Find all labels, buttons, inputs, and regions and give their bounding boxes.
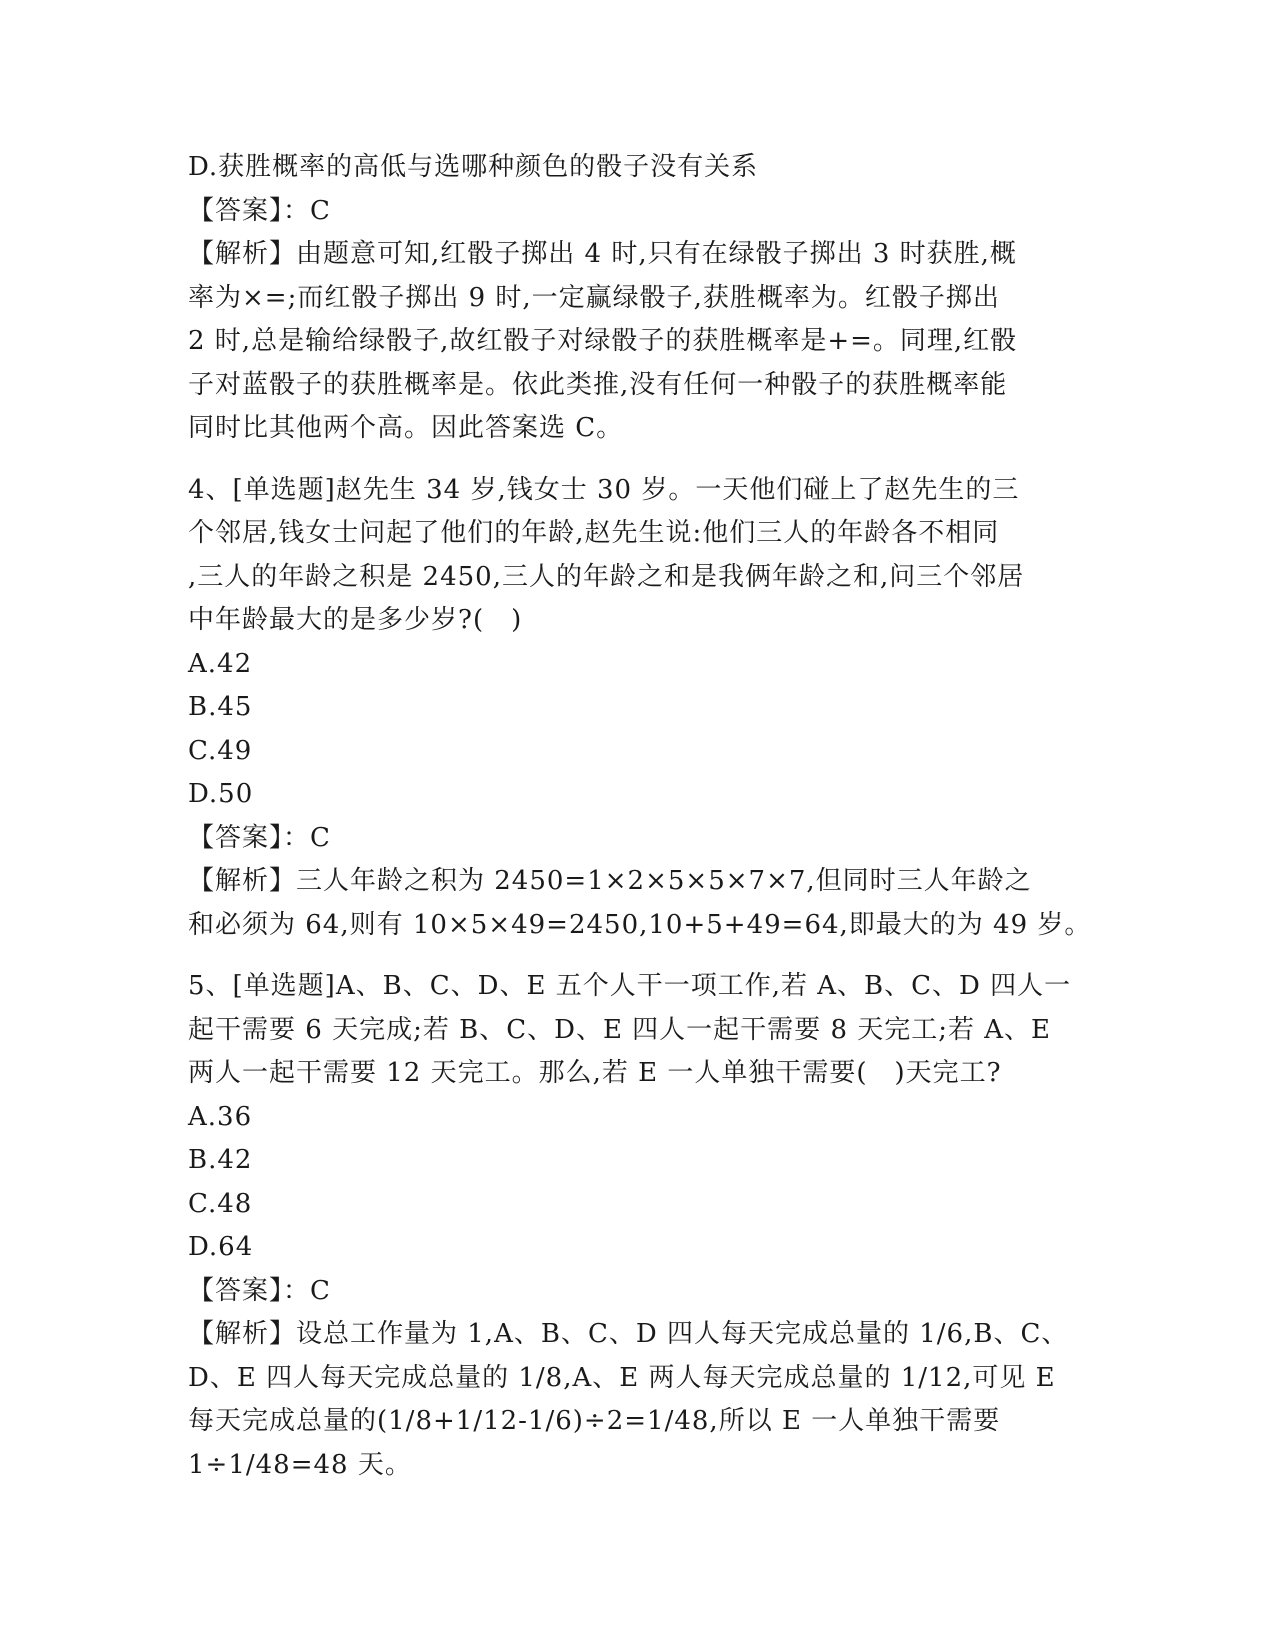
analysis-line: 【解析】设总工作量为 1,A、B、C、D 四人每天完成总量的 1/6,B、C、 bbox=[188, 1319, 1069, 1349]
analysis-line: 1÷1/48=48 天。 bbox=[188, 1449, 412, 1480]
question-4 bbox=[188, 469, 1092, 948]
question-3-tail bbox=[188, 146, 1088, 451]
analysis-line: D、E 四人每天完成总量的 1/8,A、E 两人每天完成总量的 1/12,可见 E bbox=[188, 1362, 1056, 1393]
question-stem-line: ,三人的年龄之积是 2450,三人的年龄之和是我俩年龄之和,问三个邻居 bbox=[188, 561, 1025, 592]
question-stem-line: 中年龄最大的是多少岁?( ) bbox=[188, 605, 523, 635]
option-c: C.48 bbox=[188, 1188, 253, 1219]
analysis-line: 和必须为 64,则有 10×5×49=2450,10+5+49=64,即最大的为 49 岁。 bbox=[188, 909, 1092, 940]
option-c: C.49 bbox=[188, 735, 253, 766]
option-a: A.42 bbox=[188, 648, 253, 679]
document-page bbox=[188, 146, 1092, 1487]
option-d: D.64 bbox=[188, 1232, 254, 1262]
answer-line: 【答案】：C bbox=[188, 822, 331, 853]
question-stem-line: 个邻居,钱女士问起了他们的年龄,赵先生说:他们三人的年龄各不相同 bbox=[188, 518, 1000, 548]
question-stem-line: 5、[单选题]A、B、C、D、E 五个人干一项工作,若 A、B、C、D 四人一 bbox=[188, 971, 1072, 1001]
answer-line: 【答案】：C bbox=[188, 195, 331, 226]
analysis-line: 【解析】三人年龄之积为 2450=1×2×5×5×7×7,但同时三人年龄之 bbox=[188, 866, 1032, 896]
option-b: B.42 bbox=[188, 1145, 253, 1175]
question-stem-line: 4、[单选题]赵先生 34 岁,钱女士 30 岁。一天他们碰上了赵先生的三 bbox=[188, 474, 1020, 505]
question-5 bbox=[188, 965, 1088, 1487]
analysis-line: 同时比其他两个高。因此答案选 C。 bbox=[188, 413, 624, 443]
spacer bbox=[188, 947, 1088, 965]
option-a: A.36 bbox=[188, 1101, 253, 1132]
question-stem-line: 两人一起干需要 12 天完工。那么,若 E 一人单独干需要( )天完工? bbox=[188, 1058, 1002, 1088]
option-b: B.45 bbox=[188, 692, 253, 722]
analysis-line: 2 时,总是输给绿骰子,故红骰子对绿骰子的获胜概率是+=。同理,红骰 bbox=[188, 326, 1018, 356]
analysis-line: 率为×=;而红骰子掷出 9 时,一定赢绿骰子,获胜概率为。红骰子掷出 bbox=[188, 282, 1000, 313]
analysis-line: 【解析】由题意可知,红骰子掷出 4 时,只有在绿骰子掷出 3 时获胜,概 bbox=[188, 239, 1017, 269]
spacer bbox=[188, 451, 1088, 469]
option-d: D.50 bbox=[188, 779, 254, 809]
answer-line: 【答案】：C bbox=[188, 1275, 331, 1306]
option-d: D.获胜概率的高低与选哪种颜色的骰子没有关系 bbox=[188, 152, 759, 182]
question-stem-line: 起干需要 6 天完成;若 B、C、D、E 四人一起干需要 8 天完工;若 A、E bbox=[188, 1014, 1052, 1045]
analysis-line: 子对蓝骰子的获胜概率是。依此类推,没有任何一种骰子的获胜概率能 bbox=[188, 369, 1008, 400]
analysis-line: 每天完成总量的(1/8+1/12-1/6)÷2=1/48,所以 E 一人单独干需要 bbox=[188, 1406, 1001, 1436]
